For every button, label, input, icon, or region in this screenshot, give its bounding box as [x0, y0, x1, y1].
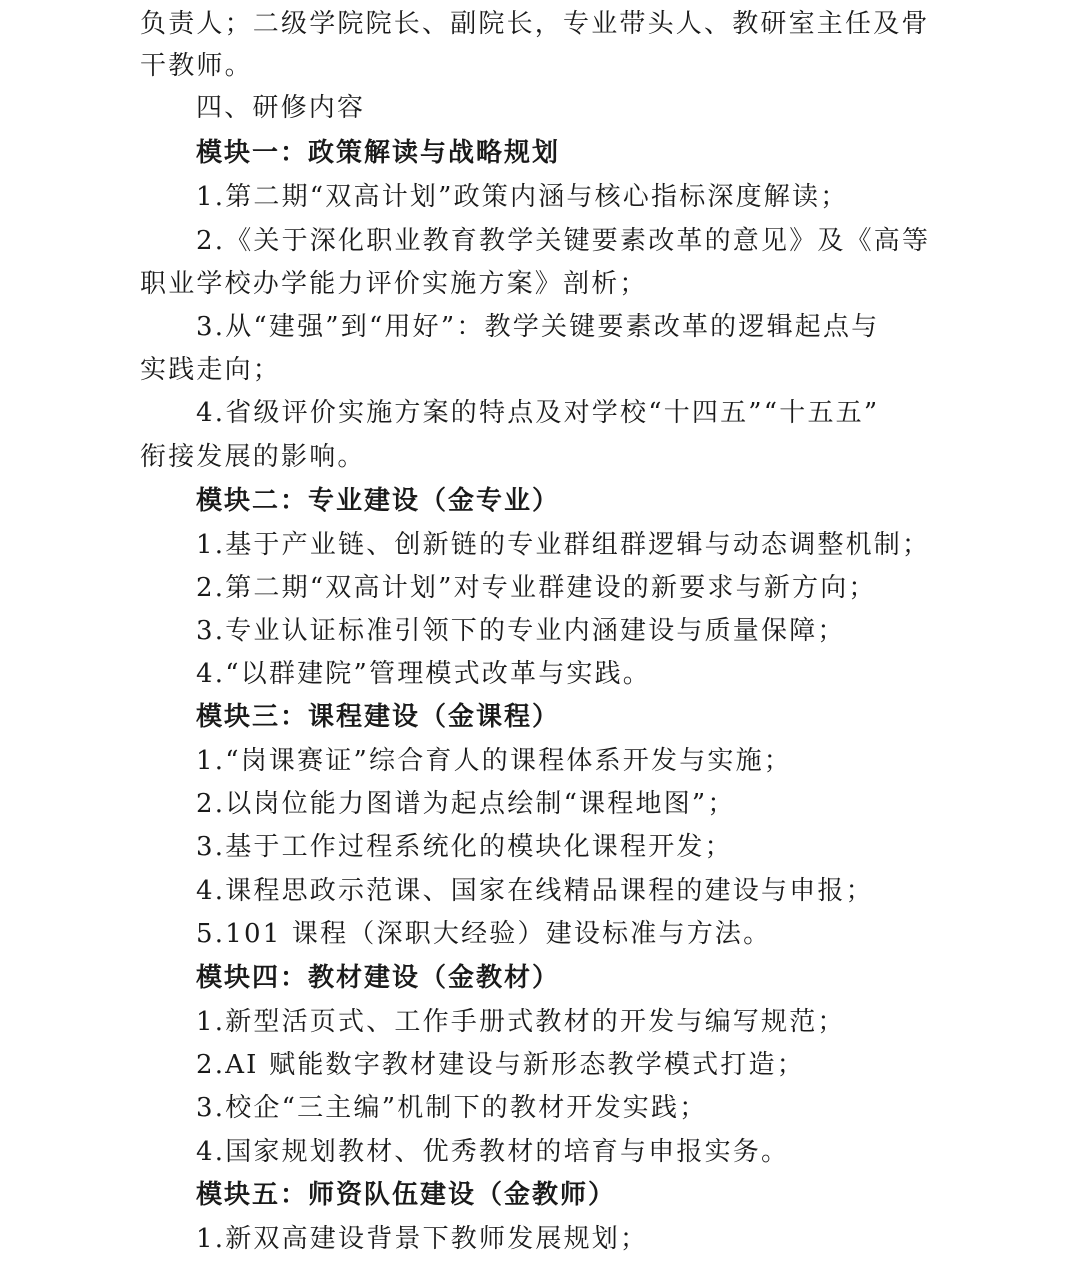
list-item: 4.省级评价实施方案的特点及对学校“十四五”“十五五”: [196, 398, 880, 428]
list-item: 1.第二期“双高计划”政策内涵与核心指标深度解读；: [196, 182, 849, 212]
list-item: 4.“以群建院”管理模式改革与实践。: [196, 659, 651, 689]
module-heading: 模块二：专业建设（金专业）: [196, 486, 561, 516]
module-heading: 模块五：师资队伍建设（金教师）: [196, 1180, 617, 1210]
list-item: 3.专业认证标准引领下的专业内涵建设与质量保障；: [196, 616, 846, 646]
list-item: 1.基于产业链、创新链的专业群组群逻辑与动态调整机制；: [196, 530, 931, 560]
section-heading: 四、研修内容: [196, 93, 366, 123]
list-item: 1.新双高建设背景下教师发展规划；: [196, 1224, 649, 1254]
body-text-line: 干教师。: [140, 51, 253, 81]
body-text-line: 负责人；二级学院院长、副院长，专业带头人、教研室主任及骨: [140, 9, 930, 39]
list-item: 2.第二期“双高计划”对专业群建设的新要求与新方向；: [196, 573, 877, 603]
list-item: 2.AI 赋能数字教材建设与新形态教学模式打造；: [196, 1050, 805, 1080]
list-item: 3.基于工作过程系统化的模块化课程开发；: [196, 832, 733, 862]
module-heading: 模块一：政策解读与战略规划: [196, 138, 561, 168]
list-item-continuation: 衔接发展的影响。: [140, 442, 366, 472]
list-item-continuation: 职业学校办学能力评价实施方案》剖析；: [140, 269, 648, 299]
list-item: 5.101 课程（深职大经验）建设标准与方法。: [196, 919, 772, 949]
list-item: 2.以岗位能力图谱为起点绘制“课程地图”；: [196, 789, 736, 819]
list-item: 1.“岗课赛证”综合育人的课程体系开发与实施；: [196, 746, 792, 776]
list-item-continuation: 实践走向；: [140, 355, 282, 385]
module-heading: 模块三：课程建设（金课程）: [196, 702, 561, 732]
list-item: 4.课程思政示范课、国家在线精品课程的建设与申报；: [196, 876, 874, 906]
list-item: 2.《关于深化职业教育教学关键要素改革的意见》及《高等: [196, 226, 931, 256]
list-item: 3.从“建强”到“用好”：教学关键要素改革的逻辑起点与: [196, 312, 880, 342]
list-item: 1.新型活页式、工作手册式教材的开发与编写规范；: [196, 1007, 846, 1037]
module-heading: 模块四：教材建设（金教材）: [196, 963, 561, 993]
list-item: 4.国家规划教材、优秀教材的培育与申报实务。: [196, 1137, 790, 1167]
list-item: 3.校企“三主编”机制下的教材开发实践；: [196, 1093, 708, 1123]
